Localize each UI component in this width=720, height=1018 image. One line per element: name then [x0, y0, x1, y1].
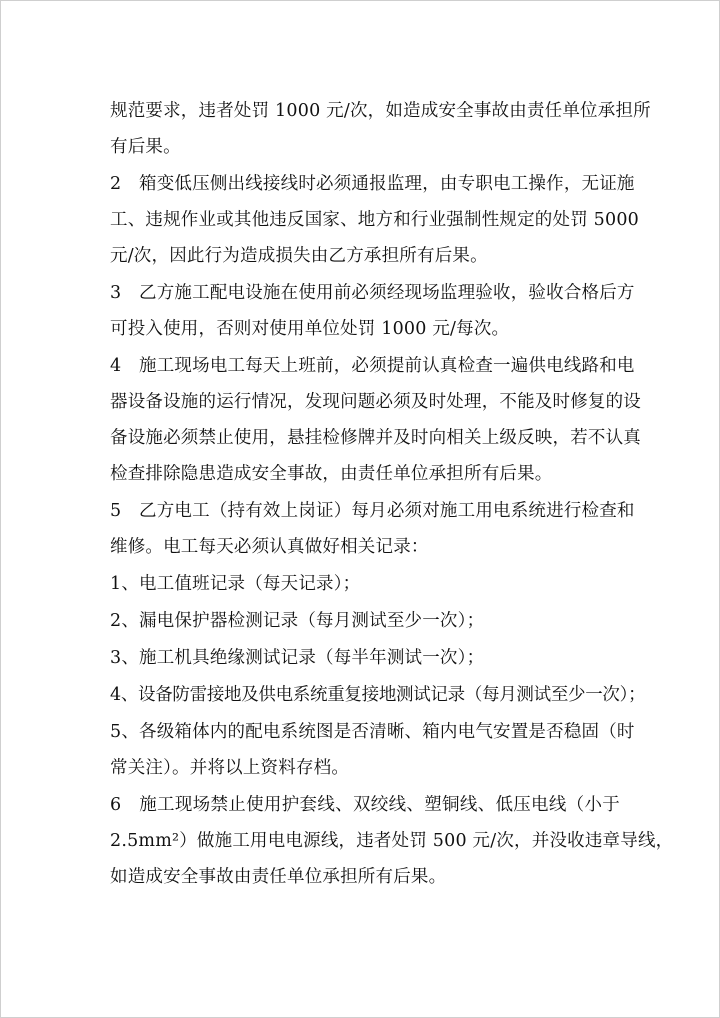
record-item-5: 常关注）。并将以上资料存档。 — [110, 758, 350, 778]
paragraph-2-line: 2 箱变低压侧出线接线时必须通报监理，由专职电工操作，无证施 — [110, 174, 635, 194]
record-item-4: 4、设备防雷接地及供电系统重复接地测试记录（每月测试至少一次）； — [110, 685, 646, 705]
record-item-2: 2、漏电保护器检测记录（每月测试至少一次）； — [110, 611, 485, 631]
paragraph-4-line: 检查排除隐患造成安全事故，由责任单位承担所有后果。 — [110, 464, 553, 484]
paragraph-4-line: 器设备设施的运行情况，发现问题必须及时处理，不能及时修复的设 — [110, 392, 641, 412]
record-item-5: 5、各级箱体内的配电系统图是否清晰、箱内电气安置是否稳固（时 — [110, 722, 635, 742]
record-item-3: 3、施工机具绝缘测试记录（每半年测试一次）； — [110, 648, 485, 668]
paragraph-6-line: 2.5mm²）做施工用电电源线，违者处罚 500 元/次，并没收违章导线， — [110, 831, 674, 851]
paragraph-3-line: 可投入使用，否则对使用单位处罚 1000 元/每次。 — [110, 319, 510, 339]
paragraph-2-line: 元/次，因此行为造成损失由乙方承担所有后果。 — [110, 246, 488, 266]
text-line: 有后果。 — [110, 137, 181, 157]
record-item-1: 1、电工值班记录（每天记录）； — [110, 574, 361, 594]
paragraph-6-line: 6 施工现场禁止使用护套线、双绞线、塑铜线、低压电线（小于 — [110, 795, 620, 815]
paragraph-2-line: 工、违规作业或其他违反国家、地方和行业强制性规定的处罚 5000 — [110, 210, 639, 230]
text-line: 规范要求，违者处罚 1000 元/次，如造成安全事故由责任单位承担所 — [110, 101, 651, 121]
paragraph-3-line: 3 乙方施工配电设施在使用前必须经现场监理验收，验收合格后方 — [110, 283, 635, 303]
paragraph-5-line: 5 乙方电工（持有效上岗证）每月必须对施工用电系统进行检查和 — [110, 501, 635, 521]
document-body — [110, 93, 674, 895]
paragraph-4-line: 4 施工现场电工每天上班前，必须提前认真检查一遍供电线路和电 — [110, 356, 635, 376]
paragraph-5-line: 维修。电工每天必须认真做好相关记录： — [110, 537, 429, 557]
paragraph-4-line: 备设施必须禁止使用，悬挂检修牌并及时向相关上级反映，若不认真 — [110, 428, 641, 448]
paragraph-6-line: 如造成安全事故由责任单位承担所有后果。 — [110, 867, 447, 887]
